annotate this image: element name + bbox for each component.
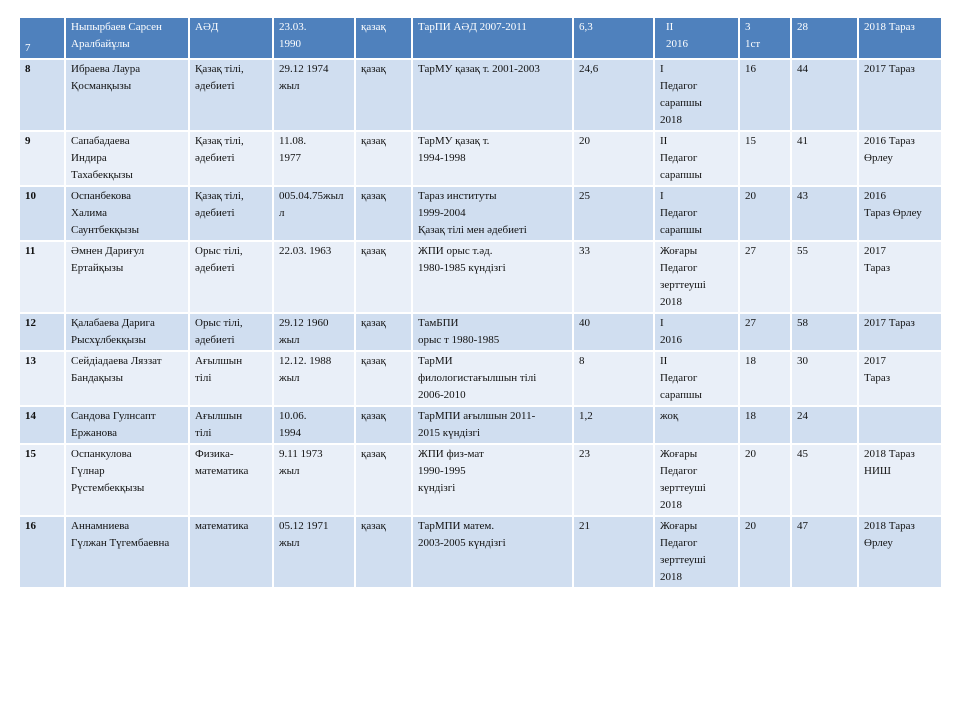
cell-courses: 2016 Тараз Өрлеу xyxy=(858,131,941,186)
cell-courses xyxy=(858,406,941,444)
cell-subject: Қазақ тілі, әдебиеті xyxy=(189,59,273,131)
cell-name: Сейдіадаева Ляззат Бандақызы xyxy=(65,351,189,406)
cell-name: Ныпырбаев Сарсен Аралбайұлы xyxy=(65,18,189,59)
cell-num: 10 xyxy=(20,186,65,241)
cell-category: II 2016 xyxy=(654,18,739,59)
cell-hours: 15 xyxy=(739,131,791,186)
cell-hours: 3 1ст xyxy=(739,18,791,59)
table-row xyxy=(20,241,941,313)
cell-category: II Педагог сарапшы xyxy=(654,131,739,186)
cell-birth: 10.06. 1994 xyxy=(273,406,355,444)
cell-subject: Орыс тілі, әдебиеті xyxy=(189,241,273,313)
cell-num: 9 xyxy=(20,131,65,186)
cell-nationality: қазақ xyxy=(355,131,412,186)
cell-nationality: қазақ xyxy=(355,444,412,516)
table-row xyxy=(20,444,941,516)
cell-experience: 21 xyxy=(573,516,654,588)
cell-hours: 16 xyxy=(739,59,791,131)
cell-courses: 2017 Тараз xyxy=(858,313,941,351)
cell-name: Оспанкулова Гүлнар Рүстембекқызы xyxy=(65,444,189,516)
cell-category: I Педагог сарапшы xyxy=(654,186,739,241)
cell-hours: 27 xyxy=(739,313,791,351)
cell-name: Әмнен Дариғул Ертайқызы xyxy=(65,241,189,313)
cell-age: 43 xyxy=(791,186,858,241)
cell-age: 41 xyxy=(791,131,858,186)
cell-courses: 2018 Тараз Өрлеу xyxy=(858,516,941,588)
cell-category: жоқ xyxy=(654,406,739,444)
cell-courses: 2018 Тараз НИШ xyxy=(858,444,941,516)
cell-birth: 12.12. 1988 жыл xyxy=(273,351,355,406)
cell-name: Қалабаева Дарига Рысхұлбекқызы xyxy=(65,313,189,351)
cell-nationality: қазақ xyxy=(355,59,412,131)
cell-nationality: қазақ xyxy=(355,18,412,59)
table-row xyxy=(20,516,941,588)
table-row xyxy=(20,313,941,351)
header-row xyxy=(20,18,941,59)
cell-subject: Қазақ тілі, әдебиеті xyxy=(189,186,273,241)
cell-num: 16 xyxy=(20,516,65,588)
cell-nationality: қазақ xyxy=(355,241,412,313)
cell-education: ТарМУ қазақ т. 1994-1998 xyxy=(412,131,573,186)
cell-name: Оспанбекова Халима Саунтбекқызы xyxy=(65,186,189,241)
cell-experience: 1,2 xyxy=(573,406,654,444)
cell-birth: 23.03. 1990 xyxy=(273,18,355,59)
cell-experience: 33 xyxy=(573,241,654,313)
cell-subject: Ағылшын тілі xyxy=(189,351,273,406)
cell-category: I 2016 xyxy=(654,313,739,351)
cell-hours: 20 xyxy=(739,444,791,516)
cell-name: Ибраева Лаура Қосманқызы xyxy=(65,59,189,131)
cell-birth: 11.08. 1977 xyxy=(273,131,355,186)
staff-table xyxy=(20,18,941,589)
cell-birth: 9.11 1973 жыл xyxy=(273,444,355,516)
cell-num: 13 xyxy=(20,351,65,406)
cell-age: 44 xyxy=(791,59,858,131)
cell-experience: 23 xyxy=(573,444,654,516)
cell-courses: 2017 Тараз xyxy=(858,59,941,131)
cell-experience: 24,6 xyxy=(573,59,654,131)
cell-birth: 05.12 1971 жыл xyxy=(273,516,355,588)
cell-education: ЖПИ орыс т.әд. 1980-1985 күндізгі xyxy=(412,241,573,313)
cell-subject: математика xyxy=(189,516,273,588)
cell-education: ТарПИ АӘД 2007-2011 xyxy=(412,18,573,59)
cell-name: Аннамниева Гүлжан Түгембаевна xyxy=(65,516,189,588)
cell-education: ТарМПИ ағылшын 2011- 2015 күндізгі xyxy=(412,406,573,444)
cell-courses: 2016 Тараз Өрлеу xyxy=(858,186,941,241)
cell-education: ЖПИ физ-мат 1990-1995 күндізгі xyxy=(412,444,573,516)
cell-courses: 2017 Тараз xyxy=(858,241,941,313)
table-row xyxy=(20,351,941,406)
cell-age: 55 xyxy=(791,241,858,313)
cell-category: Жоғары Педагог зерттеуші 2018 xyxy=(654,516,739,588)
cell-subject: Қазақ тілі, әдебиеті xyxy=(189,131,273,186)
table-row xyxy=(20,59,941,131)
cell-subject: Ағылшын тілі xyxy=(189,406,273,444)
cell-age: 58 xyxy=(791,313,858,351)
cell-education: Тараз институты 1999-2004 Қазақ тілі мен әдебиеті xyxy=(412,186,573,241)
table-row xyxy=(20,131,941,186)
cell-age: 28 xyxy=(791,18,858,59)
table-row xyxy=(20,406,941,444)
cell-category: Жоғары Педагог зерттеуші 2018 xyxy=(654,444,739,516)
cell-num: 14 xyxy=(20,406,65,444)
cell-birth: 29.12 1974 жыл xyxy=(273,59,355,131)
cell-subject: Орыс тілі, әдебиеті xyxy=(189,313,273,351)
cell-category: I Педагог сарапшы 2018 xyxy=(654,59,739,131)
cell-category: Жоғары Педагог зерттеуші 2018 xyxy=(654,241,739,313)
cell-courses: 2017 Тараз xyxy=(858,351,941,406)
cell-age: 30 xyxy=(791,351,858,406)
cell-education: ТамБПИ орыс т 1980-1985 xyxy=(412,313,573,351)
cell-birth: 005.04.75жыл л xyxy=(273,186,355,241)
cell-hours: 27 xyxy=(739,241,791,313)
cell-hours: 18 xyxy=(739,351,791,406)
cell-age: 47 xyxy=(791,516,858,588)
cell-education: ТарМПИ матем. 2003-2005 күндізгі xyxy=(412,516,573,588)
cell-experience: 6,3 xyxy=(573,18,654,59)
cell-nationality: қазақ xyxy=(355,186,412,241)
cell-num: 12 xyxy=(20,313,65,351)
cell-hours: 20 xyxy=(739,186,791,241)
cell-num: 7 xyxy=(20,18,65,59)
cell-num: 8 xyxy=(20,59,65,131)
table-row xyxy=(20,186,941,241)
cell-name: Сапабадаева Индира Тахабекқызы xyxy=(65,131,189,186)
cell-age: 24 xyxy=(791,406,858,444)
cell-subject: Физика- математика xyxy=(189,444,273,516)
cell-name: Сандова Гулнсапт Ержанова xyxy=(65,406,189,444)
cell-nationality: қазақ xyxy=(355,406,412,444)
cell-nationality: қазақ xyxy=(355,313,412,351)
cell-experience: 20 xyxy=(573,131,654,186)
cell-num: 15 xyxy=(20,444,65,516)
cell-subject: АӘД xyxy=(189,18,273,59)
cell-age: 45 xyxy=(791,444,858,516)
cell-category: II Педагог сарапшы xyxy=(654,351,739,406)
cell-hours: 20 xyxy=(739,516,791,588)
cell-hours: 18 xyxy=(739,406,791,444)
cell-nationality: қазақ xyxy=(355,516,412,588)
cell-education: ТарМУ қазақ т. 2001-2003 xyxy=(412,59,573,131)
cell-birth: 22.03. 1963 xyxy=(273,241,355,313)
cell-experience: 8 xyxy=(573,351,654,406)
cell-birth: 29.12 1960 жыл xyxy=(273,313,355,351)
cell-num: 11 xyxy=(20,241,65,313)
cell-courses: 2018 Тараз xyxy=(858,18,941,59)
cell-experience: 40 xyxy=(573,313,654,351)
cell-experience: 25 xyxy=(573,186,654,241)
cell-nationality: қазақ xyxy=(355,351,412,406)
cell-education: ТарМИ филологистағылшын тілі 2006-2010 xyxy=(412,351,573,406)
